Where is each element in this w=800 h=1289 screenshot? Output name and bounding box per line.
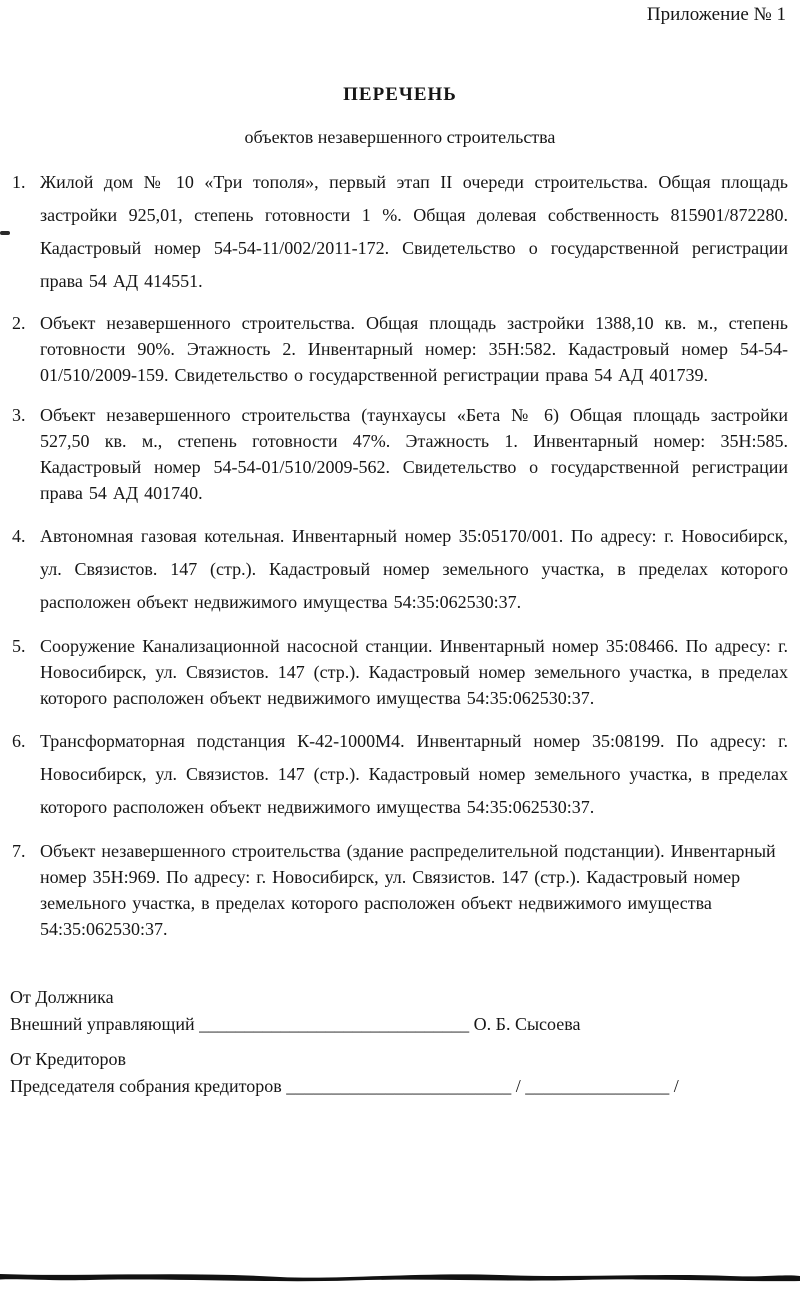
signature-block-debtor <box>10 984 788 1038</box>
item-number: 5. <box>12 636 26 656</box>
list-item-1 <box>12 166 788 298</box>
item-number: 4. <box>12 526 26 546</box>
signature-block-creditors <box>10 1046 788 1100</box>
slash-separator: / <box>515 1076 521 1096</box>
item-number: 6. <box>12 731 26 751</box>
item-number: 3. <box>12 405 26 425</box>
item-text: Сооружение Канализационной насосной станции. Инвентарный номер 35:08466. По адресу: г. Новосибирск, ул. Связистов. 147 (стр.). Кадастровый номер земельного участка, в пределах которого расположен объект недвижимого имущества 54:35:062530:37. <box>40 636 788 708</box>
slash-separator: / <box>673 1076 679 1096</box>
creditors-signature-blank: _________________________ <box>286 1076 512 1096</box>
list-item-2 <box>12 310 788 388</box>
list-item-7 <box>12 838 788 942</box>
document-title: ПЕРЕЧЕНЬ <box>343 84 457 105</box>
debtor-signature-line <box>10 1011 788 1038</box>
header-note: Приложение № 1 <box>646 4 786 25</box>
document-subtitle: объектов незавершенного строительства <box>244 127 556 147</box>
debtor-signatory-name: О. Б. Сысоева <box>473 1014 581 1034</box>
item-text: Трансформаторная подстанция К-42-1000М4. Инвентарный номер 35:08199. По адресу: г. Новосибирск, ул. Связистов. 147 (стр.). Кадастровый номер земельного участка, в пределах которого расположен объект недвижимого имущества 54:35:062530:37. <box>40 731 788 817</box>
item-text: Жилой дом № 10 «Три тополя», первый этап II очереди строительства. Общая площадь застройки 925,01, степень готовности 1 %. Общая долевая собственность 815901/872280. Кадастровый номер 54-54-11/002/2011-172. Свидетельство о государственной регистрации права 54 АД 414551. <box>40 172 788 291</box>
construction-objects-list <box>12 166 788 942</box>
list-item-3 <box>12 402 788 506</box>
list-item-5 <box>12 633 788 711</box>
scan-bottom-edge-artifact <box>0 1265 800 1289</box>
list-item-4 <box>12 520 788 619</box>
creditors-role-label: Председателя собрания кредиторов <box>10 1076 282 1096</box>
scan-speck-artifact <box>0 231 10 235</box>
creditors-from-label: От Кредиторов <box>10 1049 127 1069</box>
item-number: 1. <box>12 172 26 192</box>
debtor-from-label: От Должника <box>10 987 114 1007</box>
debtor-role-label: Внешний управляющий <box>10 1014 195 1034</box>
item-number: 2. <box>12 313 26 333</box>
list-item-6 <box>12 725 788 824</box>
creditors-name-blank: ________________ <box>525 1076 670 1096</box>
item-number: 7. <box>12 841 26 861</box>
item-text: Объект незавершенного строительства. Общая площадь застройки 1388,10 кв. м., степень готовности 90%. Этажность 2. Инвентарный номер: 35Н:582. Кадастровый номер 54-54-01/510/2009-159. Свидетельство о государственной регистрации права 54 АД 401739. <box>40 313 788 385</box>
item-text: Автономная газовая котельная. Инвентарный номер 35:05170/001. По адресу: г. Новосибирск, ул. Связистов. 147 (стр.). Кадастровый номер земельного участка, в пределах которого расположен объект недвижимого имущества 54:35:062530:37. <box>40 526 788 612</box>
creditors-signature-line <box>10 1073 788 1100</box>
debtor-signature-blank: ______________________________ <box>199 1014 470 1034</box>
item-text: Объект незавершенного строительства (таунхаусы «Бета № 6) Общая площадь застройки 527,50 кв. м., степень готовности 47%. Этажность 1. Инвентарный номер: 35Н:585. Кадастровый номер 54-54-01/510/2009-562. Свидетельство о государственной регистрации права 54 АД 401740. <box>40 405 788 503</box>
item-text: Объект незавершенного строительства (здание распределительной подстанции). Инвентарный номер 35Н:969. По адресу: г. Новосибирск, ул. Связистов. 147 (стр.). Кадастровый номер земельного участка, в пределах которого расположен объект недвижимого имущества 54:35:062530:37. <box>40 841 776 939</box>
